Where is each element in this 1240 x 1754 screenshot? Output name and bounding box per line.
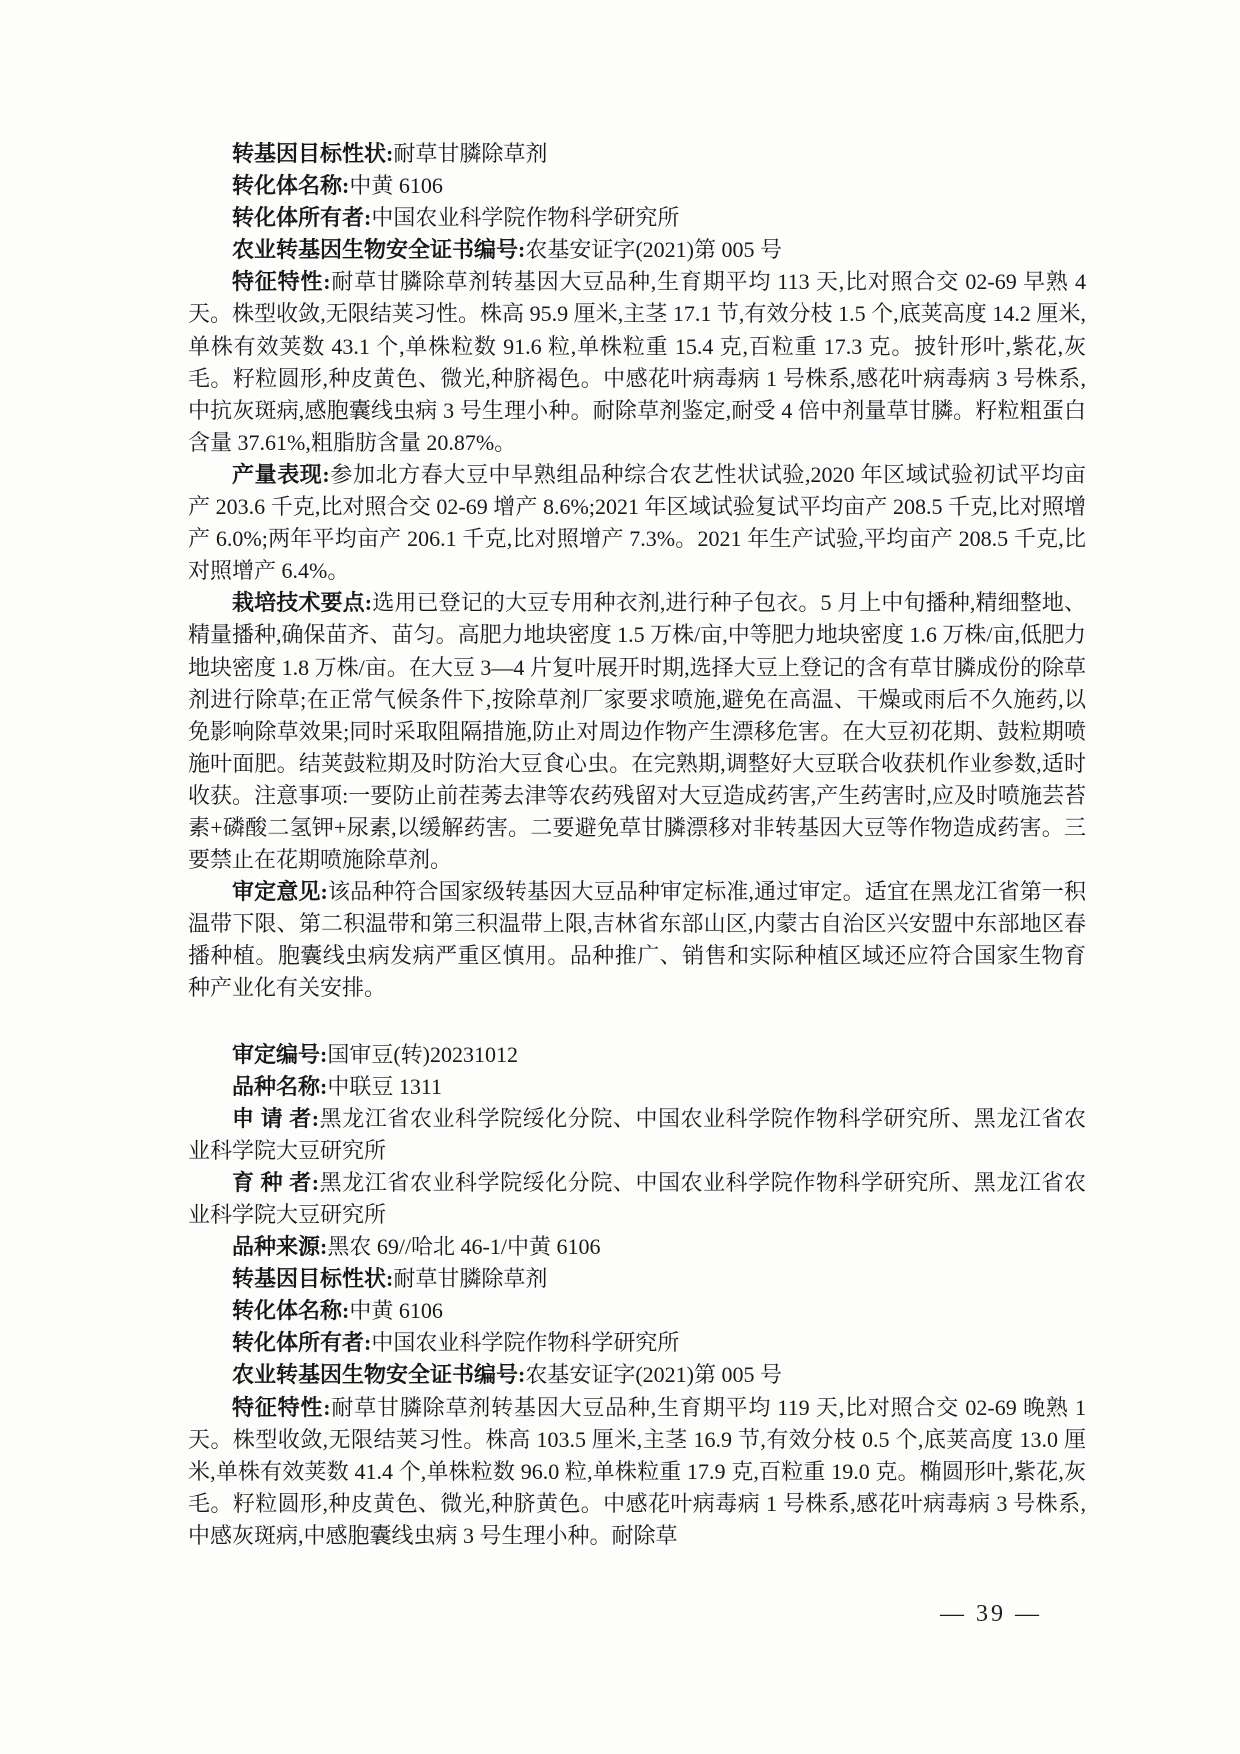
field-label: 审定意见:	[232, 879, 328, 905]
field-value: 农基安证字(2021)第 005 号	[525, 237, 782, 263]
para-cultivation-techniques	[188, 587, 1086, 876]
field-value: 农基安证字(2021)第 005 号	[525, 1362, 782, 1388]
field-value: 国审豆(转)20231012	[327, 1041, 518, 1067]
field-label: 特征特性:	[232, 269, 331, 295]
field-value: 耐草甘膦除草剂转基因大豆品种,生育期平均 113 天,比对照合交 02-69 早熟 4 天。株型收敛,无限结荚习性。株高 95.9 厘米,主茎 17.1 节,有效分枝 1.5 个,底荚高度 14.2 厘米,单株有效荚数 43.1 个,单株粒数 91.6 粒,单株粒重 15.4 克,百粒重 17.3 克。披针形叶,紫花,灰毛。籽粒圆形,种皮黄色、微光,种脐褐色。中感花叶病毒病 1 号株系,感花叶病毒病 3 号株系,中抗灰斑病,感胞囊线虫病 3 号生理小种。耐除草剂鉴定,耐受 4 倍中剂量草甘膦。籽粒粗蛋白含量 37.61%,粗脂肪含量 20.87%。	[188, 269, 1086, 455]
field-label: 转基因目标性状:	[232, 1266, 394, 1292]
field-transformant-owner-2	[188, 1327, 1086, 1359]
field-label: 栽培技术要点:	[232, 590, 373, 616]
para-approval-opinion	[188, 876, 1086, 1004]
field-value: 中黄 6106	[349, 173, 443, 199]
field-transformant-owner	[188, 202, 1086, 234]
field-label: 品种来源:	[232, 1234, 328, 1260]
para-yield-performance	[188, 459, 1086, 587]
field-value: 中黄 6106	[349, 1298, 443, 1324]
field-label: 育 种 者:	[232, 1169, 320, 1195]
field-label: 特征特性:	[232, 1394, 331, 1420]
field-value: 选用已登记的大豆专用种衣剂,进行种子包衣。5 月上中旬播种,精细整地、精量播种,确保苗齐、苗匀。高肥力地块密度 1.5 万株/亩,中等肥力地块密度 1.6 万株/亩,低肥力地块密度 1.8 万株/亩。在大豆 3—4 片复叶展开时期,选择大豆上登记的含有草甘膦成份的除草剂进行除草;在正常气候条件下,按除草剂厂家要求喷施,避免在高温、干燥或雨后不久施药,以免影响除草效果;同时采取阻隔措施,防止对周边作物产生漂移危害。在大豆初花期、鼓粒期喷施叶面肥。结荚鼓粒期及时防治大豆食心虫。在完熟期,调整好大豆联合收获机作业参数,适时收获。注意事项:一要防止前茬莠去津等农药残留对大豆造成药害,产生药害时,应及时喷施芸苔素+磷酸二氢钾+尿素,以缓解药害。二要避免草甘膦漂移对非转基因大豆等作物造成药害。三要禁止在花期喷施除草剂。	[188, 590, 1086, 873]
field-value: 中国农业科学院作物科学研究所	[371, 205, 680, 231]
field-value: 黑龙江省农业科学院绥化分院、中国农业科学院作物科学研究所、黑龙江省农业科学院大豆研究所	[188, 1105, 1086, 1163]
field-label: 转化体所有者:	[232, 205, 372, 231]
page-number: — 39 —	[940, 1601, 1042, 1627]
field-label: 品种名称:	[232, 1073, 328, 1099]
field-transformant-name-2	[188, 1295, 1086, 1327]
field-value: 耐草甘膦除草剂	[393, 141, 548, 166]
field-applicant	[188, 1103, 1086, 1167]
field-gm-target-trait-2	[188, 1263, 1086, 1295]
field-transformant-name	[188, 170, 1086, 202]
field-value: 参加北方春大豆中早熟组品种综合农艺性状试验,2020 年区域试验初试平均亩产 203.6 千克,比对照合交 02-69 增产 8.6%;2021 年区域试验复试平均亩产 208.5 千克,比对照增产 6.0%;两年平均亩产 206.1 千克,比对照增产 7.3%。2021 年生产试验,平均亩产 208.5 千克,比对照增产 6.4%。	[188, 461, 1086, 584]
field-label: 农业转基因生物安全证书编号:	[232, 237, 526, 263]
field-value: 耐草甘膦除草剂	[393, 1266, 548, 1292]
field-label: 农业转基因生物安全证书编号:	[232, 1362, 526, 1388]
field-biosafety-certificate-no	[188, 234, 1086, 266]
field-biosafety-certificate-no-2	[188, 1359, 1086, 1391]
field-gm-target-trait	[188, 138, 1086, 170]
field-value: 黑龙江省农业科学院绥化分院、中国农业科学院作物科学研究所、黑龙江省农业科学院大豆研究所	[188, 1169, 1086, 1227]
field-label: 转化体名称:	[232, 1298, 350, 1324]
document-body	[188, 138, 1086, 1552]
field-label: 转化体所有者:	[232, 1330, 372, 1356]
field-value: 该品种符合国家级转基因大豆品种审定标准,通过审定。适宜在黑龙江省第一积温带下限、第二积温带和第三积温带上限,吉林省东部山区,内蒙古自治区兴安盟中东部地区春播种植。胞囊线虫病发病严重区慎用。品种推广、销售和实际种植区域还应符合国家生物育种产业化有关安排。	[188, 879, 1086, 1001]
field-label: 转化体名称:	[232, 173, 350, 199]
field-variety-origin	[188, 1231, 1086, 1263]
field-value: 中国农业科学院作物科学研究所	[371, 1330, 680, 1356]
para-characteristics-2	[188, 1392, 1086, 1552]
field-value: 黑农 69//哈北 46-1/中黄 6106	[327, 1234, 601, 1260]
field-label: 申 请 者:	[232, 1105, 320, 1131]
field-approval-number	[188, 1039, 1086, 1071]
field-variety-name	[188, 1071, 1086, 1103]
field-value: 中联豆 1311	[327, 1073, 443, 1099]
field-label: 审定编号:	[232, 1041, 328, 1067]
field-breeder	[188, 1167, 1086, 1231]
field-label: 产量表现:	[232, 461, 330, 487]
para-characteristics	[188, 266, 1086, 459]
field-label: 转基因目标性状:	[232, 141, 394, 166]
field-value: 耐草甘膦除草剂转基因大豆品种,生育期平均 119 天,比对照合交 02-69 晚熟 1 天。株型收敛,无限结荚习性。株高 103.5 厘米,主茎 16.9 节,有效分枝 0.5 个,底荚高度 13.0 厘米,单株有效荚数 41.4 个,单株粒数 96.0 粒,单株粒重 17.9 克,百粒重 19.0 克。椭圆形叶,紫花,灰毛。籽粒圆形,种皮黄色、微光,种脐黄色。中感花叶病毒病 1 号株系,感花叶病毒病 3 号株系,中感灰斑病,中感胞囊线虫病 3 号生理小种。耐除草	[188, 1394, 1086, 1548]
